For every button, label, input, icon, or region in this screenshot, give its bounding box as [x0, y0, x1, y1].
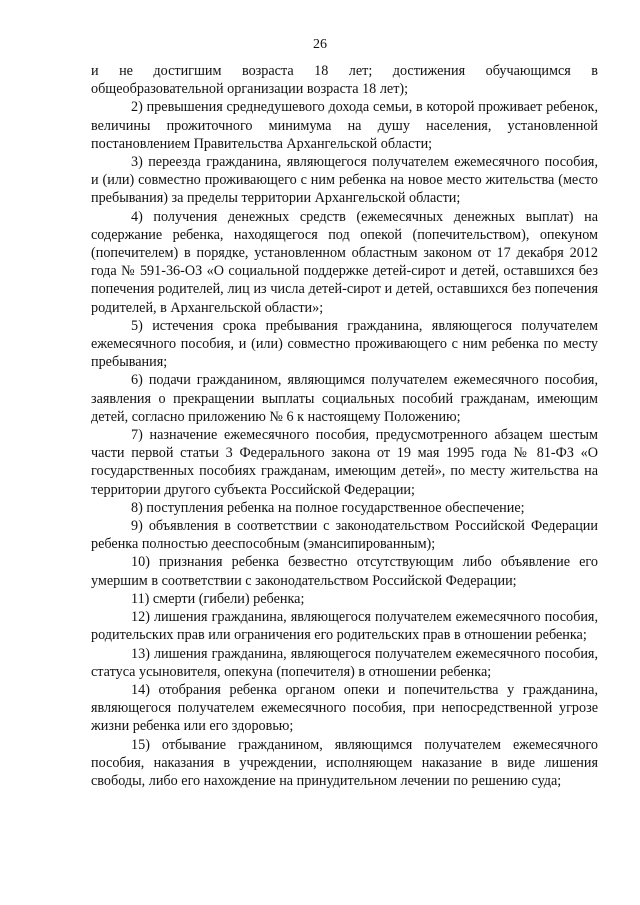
list-item-9: 9) объявления в соответствии с законодательством Российской Федерации ребенка полностью дееспособным (эмансипированным);	[91, 518, 598, 553]
list-item-14: 14) отобрания ребенка органом опеки и попечительства у гражданина, являющегося получателем ежемесячного пособия, при непосредственной угрозе жизни ребенка или его здоровью;	[91, 681, 598, 735]
list-item-13: 13) лишения гражданина, являющегося получателем ежемесячного пособия, статуса усыновителя, опекуна (попечителя) в отношении ребенка;	[91, 645, 598, 680]
list-item-7: 7) назначение ежемесячного пособия, предусмотренного абзацем шестым части первой статьи 3 Федерального закона от 19 мая 1995 года № 81-ФЗ «О государственных пособиях гражданам, имеющим детей», по месту жительства на территории другого субъекта Российской Федерации;	[91, 427, 598, 498]
page-number: 26	[313, 37, 327, 52]
list-item-12: 12) лишения гражданина, являющегося получателем ежемесячного пособия, родительских прав или ограничения его родительских прав в отношении ребенка;	[91, 609, 598, 644]
document-body	[91, 62, 598, 790]
list-item-10: 10) признания ребенка безвестно отсутствующим либо объявление его умершим в соответствии с законодательством Российской Федерации;	[91, 554, 598, 589]
list-item-4: 4) получения денежных средств (ежемесячных денежных выплат) на содержание ребенка, находящегося под опекой (попечительством), опекуном (попечителем) в порядке, установленном областным законом от 17 декабря 2012 года № 591-36-ОЗ «О социальной поддержке детей-сирот и детей, оставшихся без попечения родителей, лиц из числа детей-сирот и детей, оставшихся без попечения родителей, в Архангельской области»;	[91, 208, 598, 316]
list-item-15: 15) отбывание гражданином, являющимся получателем ежемесячного пособия, наказания в учреждении, исполняющем наказание в виде лишения свободы, либо его нахождение на принудительном лечении по решению суда;	[91, 736, 598, 789]
list-item-6: 6) подачи гражданином, являющимся получателем ежемесячного пособия, заявления о прекращении выплаты социальных пособий гражданам, имеющим детей, согласно приложению № 6 к настоящему Положению;	[91, 372, 598, 425]
list-item-2: 2) превышения среднедушевого дохода семьи, в которой проживает ребенок, величины прожиточного минимума на душу населения, установленной постановлением Правительства Архангельской области;	[91, 99, 598, 152]
list-item-11: 11) смерти (гибели) ребенка;	[131, 590, 305, 607]
paragraph-continuation: и не достигшим возраста 18 лет; достижения обучающимся в общеобразовательной организации возраста 18 лет);	[91, 63, 598, 98]
list-item-3: 3) переезда гражданина, являющегося получателем ежемесячного пособия, и (или) совместно проживающего с ним ребенка на новое место жительства (место пребывания) за пределы территории Архангельской области;	[91, 154, 598, 207]
list-item-8: 8) поступления ребенка на полное государственное обеспечение;	[131, 499, 525, 516]
list-item-5: 5) истечения срока пребывания гражданина, являющегося получателем ежемесячного пособия, и (или) совместно проживающего с ним ребенка по месту пребывания;	[91, 317, 598, 371]
